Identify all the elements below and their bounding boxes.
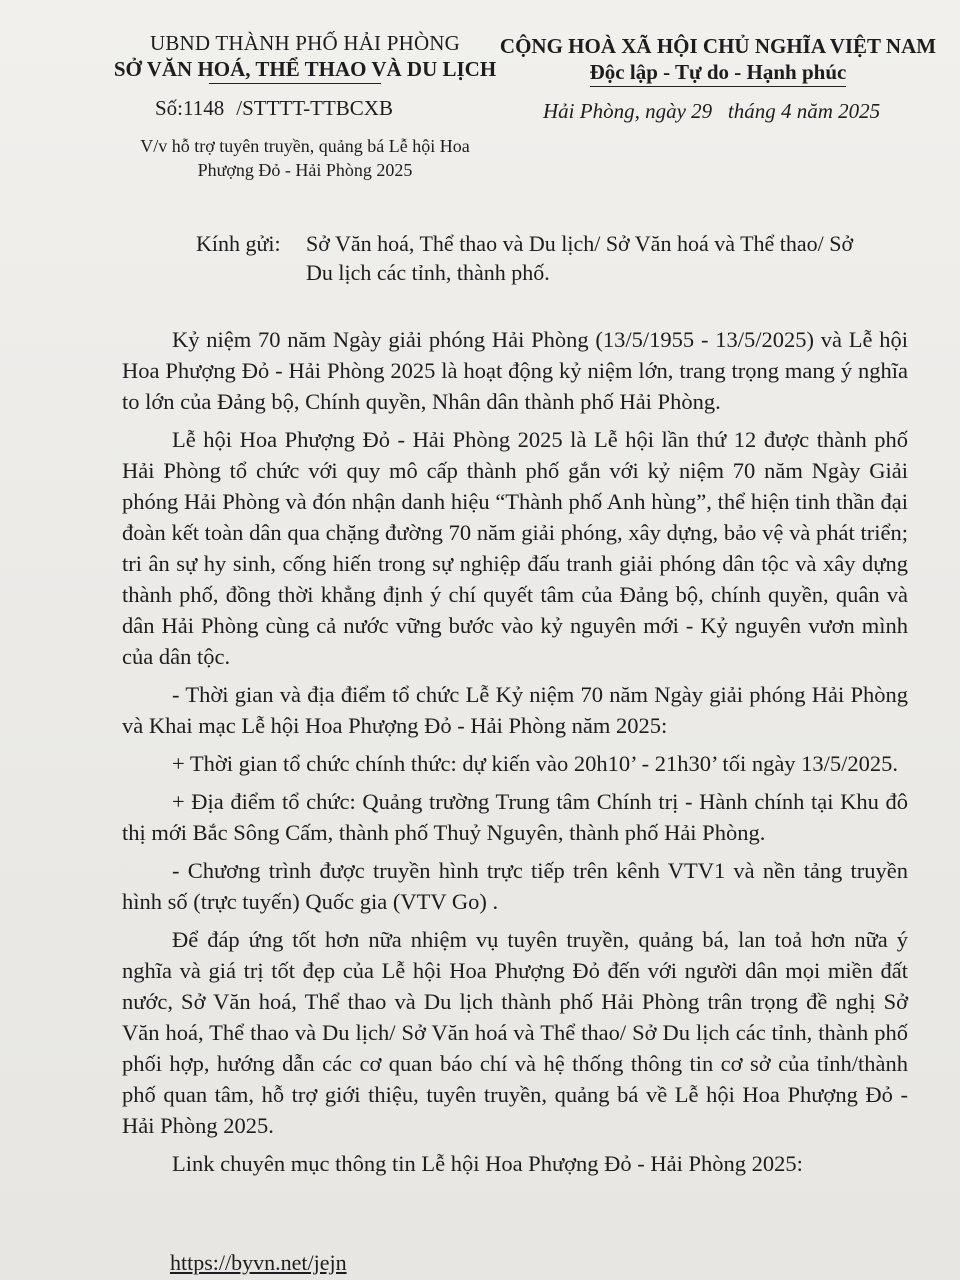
issue-date: Hải Phòng, ngày 29 tháng 4 năm 2025 (543, 99, 881, 123)
info-link[interactable]: https://byvn.net/jejn (170, 1250, 347, 1275)
recipients-label: Kính gửi: (196, 231, 281, 256)
subject-summary (100, 134, 510, 182)
body-paragraph-4: + Thời gian tổ chức chính thức: dự kiến vào 20h10’ - 21h30’ tối ngày 13/5/2025. (172, 751, 899, 776)
document-number (155, 96, 393, 121)
agency-name: UBND THÀNH PHỐ HẢI PHÒNG (149, 31, 461, 55)
body-paragraph-1: Kỷ niệm 70 năm Ngày giải phóng Hải Phòng (13/5/1955 - 13/5/2025) và Lễ hội Hoa Phượng Đỏ - Hải Phòng 2025 là hoạt động kỷ niệm lớn, trang trọng mang ý nghĩa to lớn của Đảng bộ, Chính quyền, Nhân dân thành phố Hải Phòng. (122, 327, 908, 414)
subject-line-1: V/v hỗ trợ tuyên truyền, quảng bá Lễ hội Hoa (140, 136, 470, 156)
body-paragraph-2: Lễ hội Hoa Phượng Đỏ - Hải Phòng 2025 là Lễ hội lần thứ 12 được thành phố Hải Phòng tổ chức với quy mô cấp thành phố gắn với kỷ niệm 70 năm Ngày Giải phóng Hải Phòng và đón nhận danh hiệu “Thành phố Anh hùng”, thể hiện tinh thần đại đoàn kết toàn dân qua chặng đường 70 năm giải phóng, xây dựng, bảo vệ và phát triển; tri ân sự hy sinh, cống hiến trong sự nghiệp đấu tranh giải phóng dân tộc và xây dựng thành phố, đồng thời khẳng định ý chí quyết tâm của Đảng bộ, chính quyền, quân và dân Hải Phòng cùng cả nước vững bước vào kỷ nguyên mới - Kỷ nguyên vươn mình của dân tộc. (122, 427, 908, 669)
issuing-agency-block (100, 30, 510, 82)
subject-line-2: Phượng Đỏ - Hải Phòng 2025 (197, 160, 413, 180)
recipients-block (196, 229, 916, 287)
country-name: CỘNG HOÀ XÃ HỘI CHỦ NGHĨA VIỆT NAM (499, 34, 937, 58)
document-number-value: Số:1148 (155, 96, 225, 120)
recipients-line-1: Sở Văn hoá, Thể thao và Du lịch/ Sở Văn hoá và Thể thao/ Sở (306, 231, 854, 256)
national-motto: Độc lập - Tự do - Hạnh phúc (590, 59, 847, 87)
recipients-list (306, 229, 916, 287)
document-body (122, 324, 908, 1185)
body-paragraph-3: - Thời gian và địa điểm tổ chức Lễ Kỷ niệm 70 năm Ngày giải phóng Hải Phòng và Khai mạc Lễ hội Hoa Phượng Đỏ - Hải Phòng năm 2025: (122, 682, 908, 738)
link-label: Link chuyên mục thông tin Lễ hội Hoa Phượng Đỏ - Hải Phòng 2025: (172, 1151, 803, 1176)
recipients-line-2: Du lịch các tỉnh, thành phố. (306, 260, 550, 285)
body-paragraph-6: - Chương trình được truyền hình trực tiếp trên kênh VTV1 và nền tảng truyền hình số (trực tuyến) Quốc gia (VTV Go) . (122, 858, 908, 914)
body-paragraph-7: Để đáp ứng tốt hơn nữa nhiệm vụ tuyên truyền, quảng bá, lan toả hơn nữa ý nghĩa và giá trị tốt đẹp của Lễ hội Hoa Phượng Đỏ đến với người dân mọi miền đất nước, Sở Văn hoá, Thể thao và Du lịch thành phố Hải Phòng trân trọng đề nghị Sở Văn hoá, Thể thao và Du lịch/ Sở Văn hoá và Thể thao/ Sở Du lịch các tỉnh, thành phố phối hợp, hướng dẫn các cơ quan báo chí và hệ thống thông tin cơ sở của tỉnh/thành phố quan tâm, hỗ trợ giới thiệu, tuyên truyền, quảng bá về Lễ hội Hoa Phượng Đỏ - Hải Phòng 2025. (122, 927, 908, 1138)
body-paragraph-5: + Địa điểm tổ chức: Quảng trường Trung tâm Chính trị - Hành chính tại Khu đô thị mới Bắc Sông Cấm, thành phố Thuỷ Nguyên, thành phố Hải Phòng. (122, 789, 908, 845)
national-header-block (498, 33, 938, 87)
document-code: /STTTT-TTBCXB (236, 96, 393, 120)
department-name: SỞ VĂN HOÁ, THỂ THAO VÀ DU LỊCH (113, 57, 497, 81)
